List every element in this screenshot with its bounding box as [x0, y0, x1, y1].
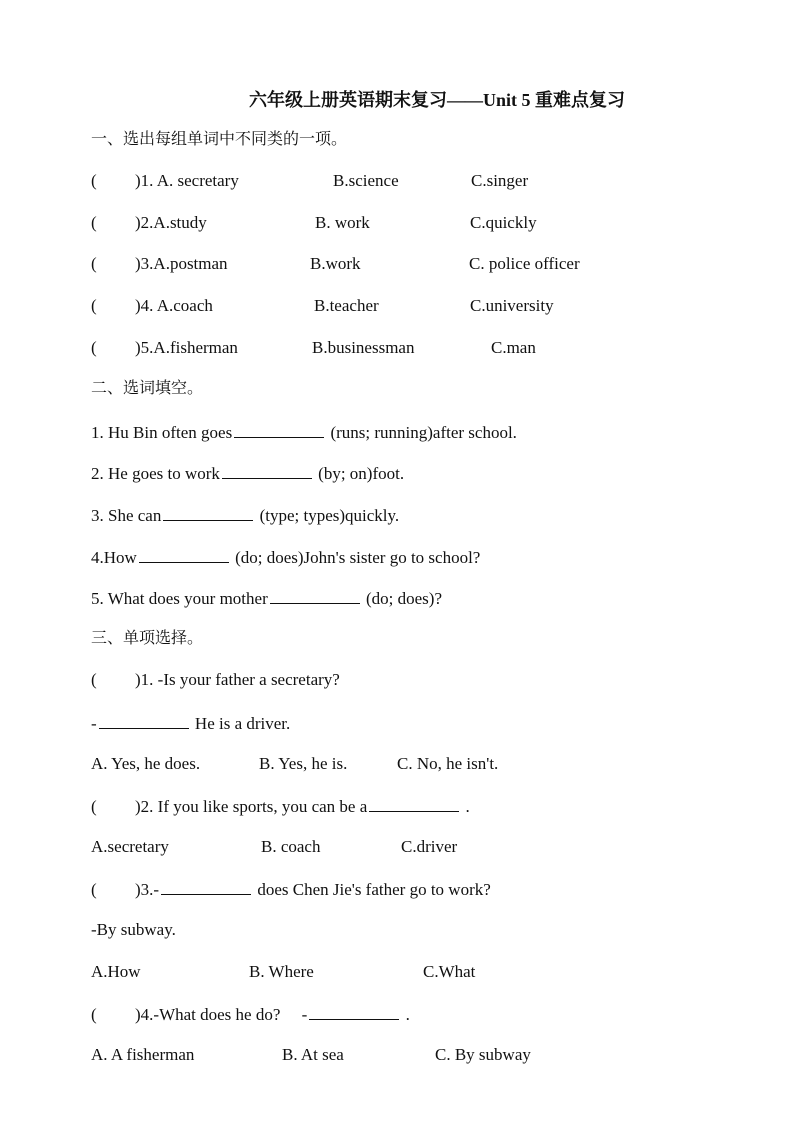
answer-paren[interactable]: ( [91, 171, 97, 190]
option-c[interactable]: C. No, he isn't. [397, 754, 499, 773]
item-text: )4. A.coach [135, 296, 213, 315]
s1-item-5 [91, 337, 711, 359]
question-text: )2. If you like sports, you can be a [135, 797, 368, 816]
s1-item-2 [91, 212, 711, 234]
option-c: C.man [491, 338, 536, 357]
answer-paren[interactable]: ( [91, 213, 97, 232]
reply-dash: - [301, 1005, 308, 1024]
option-c: C. police officer [469, 254, 580, 273]
option-a[interactable]: A.secretary [91, 837, 169, 856]
s1-item-4 [91, 295, 711, 317]
s1-item-3 [91, 253, 711, 275]
s1-item-1 [91, 170, 711, 192]
fill-blank[interactable] [369, 794, 459, 812]
item-choices: (do; does)? [365, 589, 442, 608]
section2-heading: 二、选词填空。 [91, 378, 204, 397]
question-text: )1. -Is your father a secretary? [135, 670, 340, 689]
item-text: )5.A.fisherman [135, 338, 238, 357]
option-b[interactable]: B. At sea [282, 1045, 344, 1064]
answer-paren[interactable]: ( [91, 296, 97, 315]
option-b: B.science [333, 171, 399, 190]
item-text: 4.How [91, 548, 137, 567]
fill-blank[interactable] [270, 586, 360, 604]
s3-q2-options [91, 836, 591, 858]
option-b: B.teacher [314, 296, 379, 315]
item-text: 2. He goes to work [91, 464, 220, 483]
item-text: 3. She can [91, 506, 162, 525]
section1-heading: 一、选出每组单词中不同类的一项。 [91, 129, 348, 148]
fill-blank[interactable] [309, 1002, 399, 1020]
question-text-end: does Chen Jie's father go to work? [257, 880, 491, 899]
fill-blank[interactable] [163, 503, 253, 521]
option-c: C.quickly [470, 213, 537, 232]
fill-blank[interactable] [99, 711, 189, 729]
s3-q1-options [91, 753, 591, 775]
answer-paren[interactable]: ( [91, 338, 97, 357]
item-text: )2.A.study [135, 213, 207, 232]
s2-item-1 [91, 420, 517, 444]
item-text: )1. A. secretary [135, 171, 239, 190]
item-text: )3.A.postman [135, 254, 228, 273]
s3-q3-stem [91, 877, 491, 901]
s3-q3-reply: -By subway. [91, 920, 176, 939]
option-b[interactable]: B. Yes, he is. [259, 754, 348, 773]
option-c: C.university [470, 296, 554, 315]
fill-blank[interactable] [161, 877, 251, 895]
section3-heading: 三、单项选择。 [91, 628, 204, 647]
option-b: B. work [315, 213, 370, 232]
option-a[interactable]: A. A fisherman [91, 1045, 195, 1064]
fill-blank[interactable] [139, 545, 229, 563]
option-a[interactable]: A. Yes, he does. [91, 754, 201, 773]
question-end: . [465, 797, 470, 816]
option-c[interactable]: C.driver [401, 837, 458, 856]
reply-text: He is a driver. [194, 714, 291, 733]
item-choices: (runs; running)after school. [330, 423, 517, 442]
page-title: 六年级上册英语期末复习——Unit 5 重难点复习 [248, 90, 625, 110]
s3-q4-stem [91, 1002, 410, 1026]
option-b[interactable]: B. Where [249, 962, 314, 981]
s3-q2-stem [91, 794, 470, 818]
option-a[interactable]: A.How [91, 962, 141, 981]
s2-item-4 [91, 545, 480, 569]
item-text: 1. Hu Bin often goes [91, 423, 233, 442]
option-b: B.businessman [312, 338, 415, 357]
option-b: B.work [310, 254, 361, 273]
answer-paren[interactable]: ( [91, 1005, 97, 1024]
answer-paren[interactable]: ( [91, 254, 97, 273]
s3-q4-options [91, 1044, 611, 1066]
question-end: . [405, 1005, 410, 1024]
option-c[interactable]: C. By subway [435, 1045, 531, 1064]
answer-paren[interactable]: ( [91, 880, 97, 899]
answer-paren[interactable]: ( [91, 797, 97, 816]
option-b[interactable]: B. coach [261, 837, 321, 856]
fill-blank[interactable] [234, 420, 324, 438]
question-text: )4.-What does he do? [135, 1005, 281, 1024]
item-choices: (by; on)foot. [318, 464, 405, 483]
item-choices: (type; types)quickly. [259, 506, 400, 525]
s3-q1-stem [91, 669, 340, 691]
s3-q3-options [91, 961, 591, 983]
question-text: )3.- [135, 880, 160, 899]
s2-item-5 [91, 586, 442, 610]
s2-item-2 [91, 461, 404, 485]
item-choices: (do; does)John's sister go to school? [235, 548, 481, 567]
s2-item-3 [91, 503, 399, 527]
s3-q1-reply: - He is a driver. [91, 711, 290, 735]
item-text: 5. What does your mother [91, 589, 268, 608]
option-c[interactable]: C.What [423, 962, 476, 981]
option-c: C.singer [471, 171, 529, 190]
answer-paren[interactable]: ( [91, 670, 97, 689]
fill-blank[interactable] [222, 461, 312, 479]
